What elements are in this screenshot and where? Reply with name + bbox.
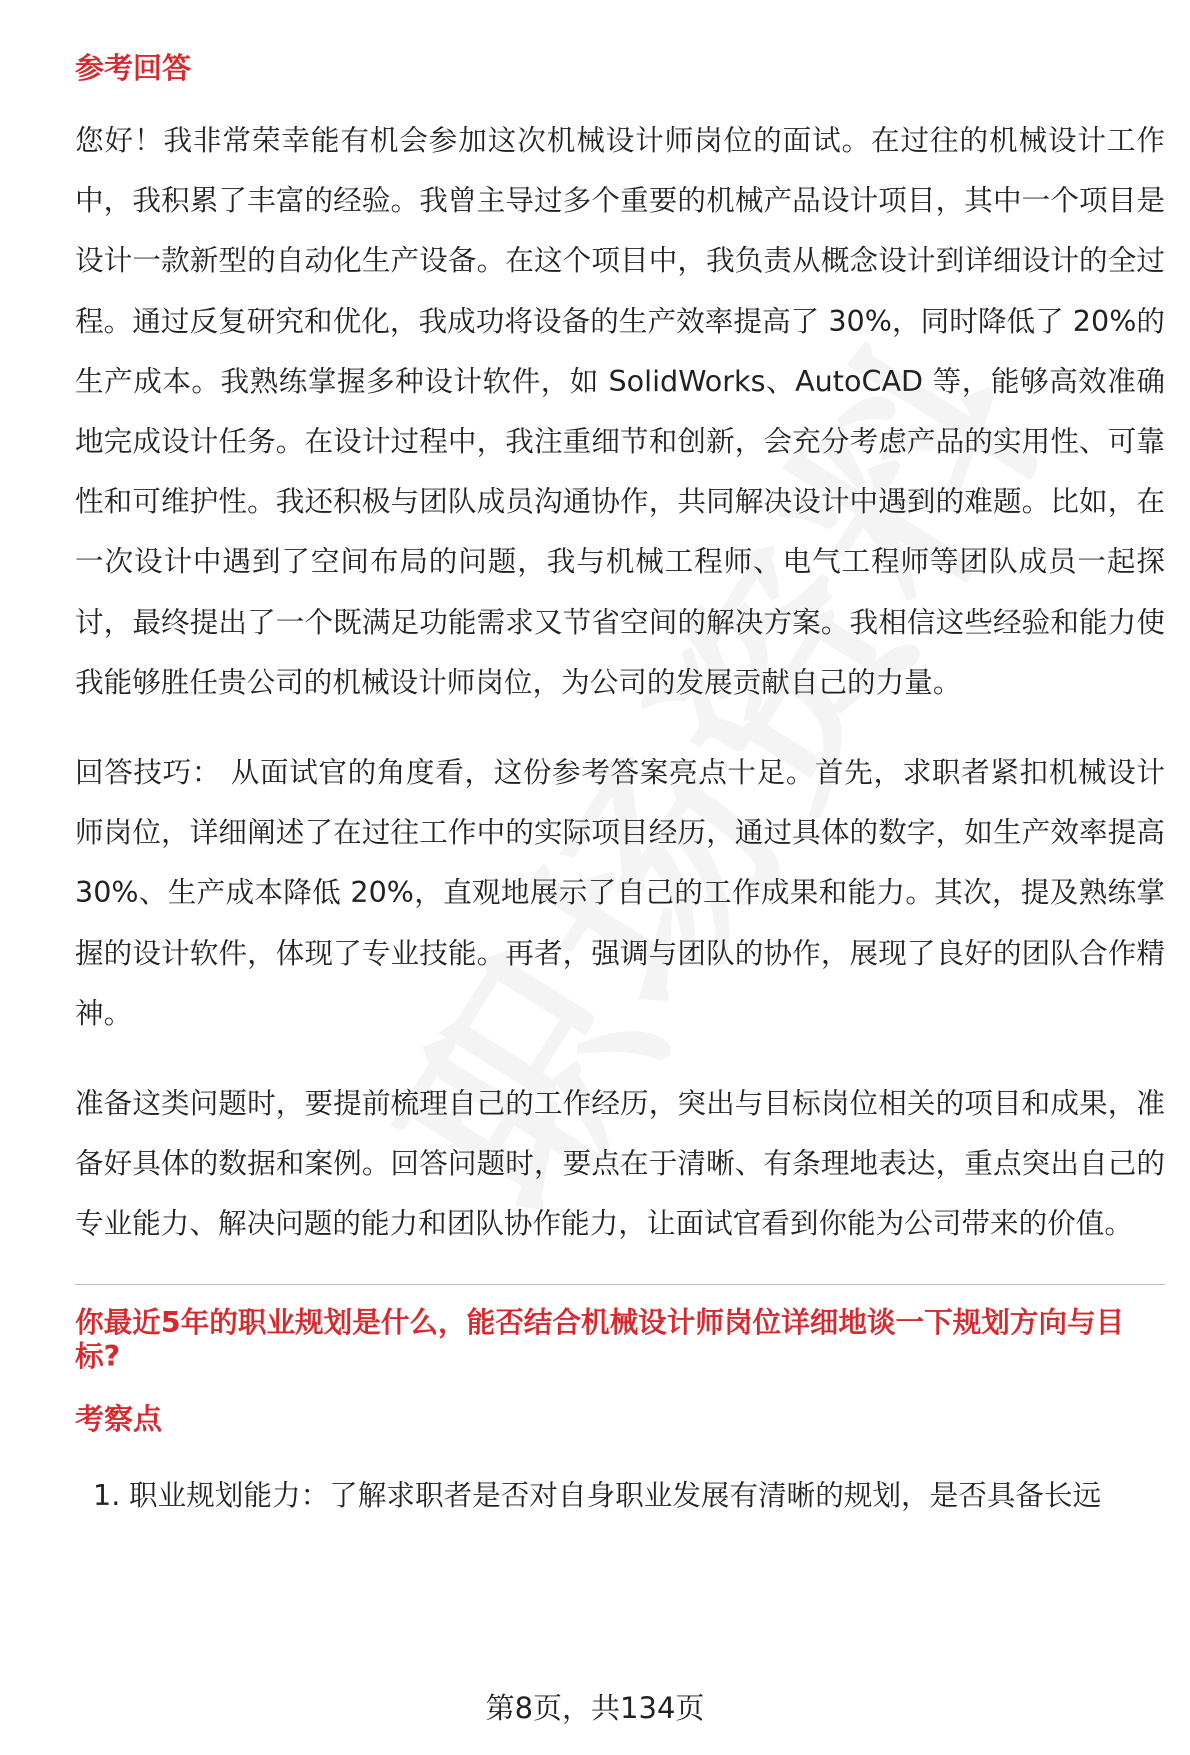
reference-answer-heading: 参考回答 xyxy=(75,51,192,85)
preparation-paragraph: 准备这类问题时，要提前梳理自己的工作经历，突出与目标岗位相关的项目和成果，准备好具体的数据和案例。回答问题时，要点在于清晰、有条理地表达，重点突出自己的专业能力、解决问题的能力和团队协作能力，让面试官看到你能为公司带来的价值。 xyxy=(75,1086,1165,1241)
list-item-text: 职业规划能力：了解求职者是否对自身职业发展有清晰的规划，是否具备长远 xyxy=(129,1477,1102,1512)
section-divider xyxy=(75,1284,1165,1285)
focus-points-heading: 考察点 xyxy=(75,1401,163,1436)
list-item-number: 1. xyxy=(93,1477,121,1512)
reference-answer-paragraph: 您好！我非常荣幸能有机会参加这次机械设计师岗位的面试。在过往的机械设计工作中，我积累了丰富的经验。我曾主导过多个重要的机械产品设计项目，其中一个项目是设计一款新型的自动化生产设备。在这个项目中，我负责从概念设计到详细设计的全过程。通过反复研究和优化，我成功将设备的生产效率提高了 30%，同时降低了 20%的生产成本。我熟练掌握多种设计软件，如 SolidWorks、AutoCAD 等，能够高效准确地完成设计任务。在设计过程中，我注重细节和创新，会充分考虑产品的实用性、可靠性和可维护性。我还积极与团队成员沟通协作，共同解决设计中遇到的难题。比如，在一次设计中遇到了空间布局的问题，我与机械工程师、电气工程师等团队成员一起探讨，最终提出了一个既满足功能需求又节省空间的解决方案。我相信这些经验和能力使我能够胜任贵公司的机械设计师岗位，为公司的发展贡献自己的力量。 xyxy=(75,123,1165,699)
page-number: 第8页，共134页 xyxy=(485,1691,705,1725)
page-content xyxy=(75,48,1165,1525)
answer-tips-paragraph: 回答技巧： 从面试官的角度看，这份参考答案亮点十足。首先，求职者紧扣机械设计师岗位，详细阐述了在过往工作中的实际项目经历，通过具体的数字，如生产效率提高 30%、生产成本降低 20%，直观地展示了自己的工作成果和能力。其次，提及熟练掌握的设计软件，体现了专业技能。再者，强调与团队的协作，展现了良好的团队合作精神。 xyxy=(75,755,1165,1030)
list-item xyxy=(93,1465,1165,1525)
focus-points-list xyxy=(75,1465,1165,1525)
question-title: 你最近5年的职业规划是什么，能否结合机械设计师岗位详细地谈一下规划方向与目标? xyxy=(75,1304,1125,1373)
